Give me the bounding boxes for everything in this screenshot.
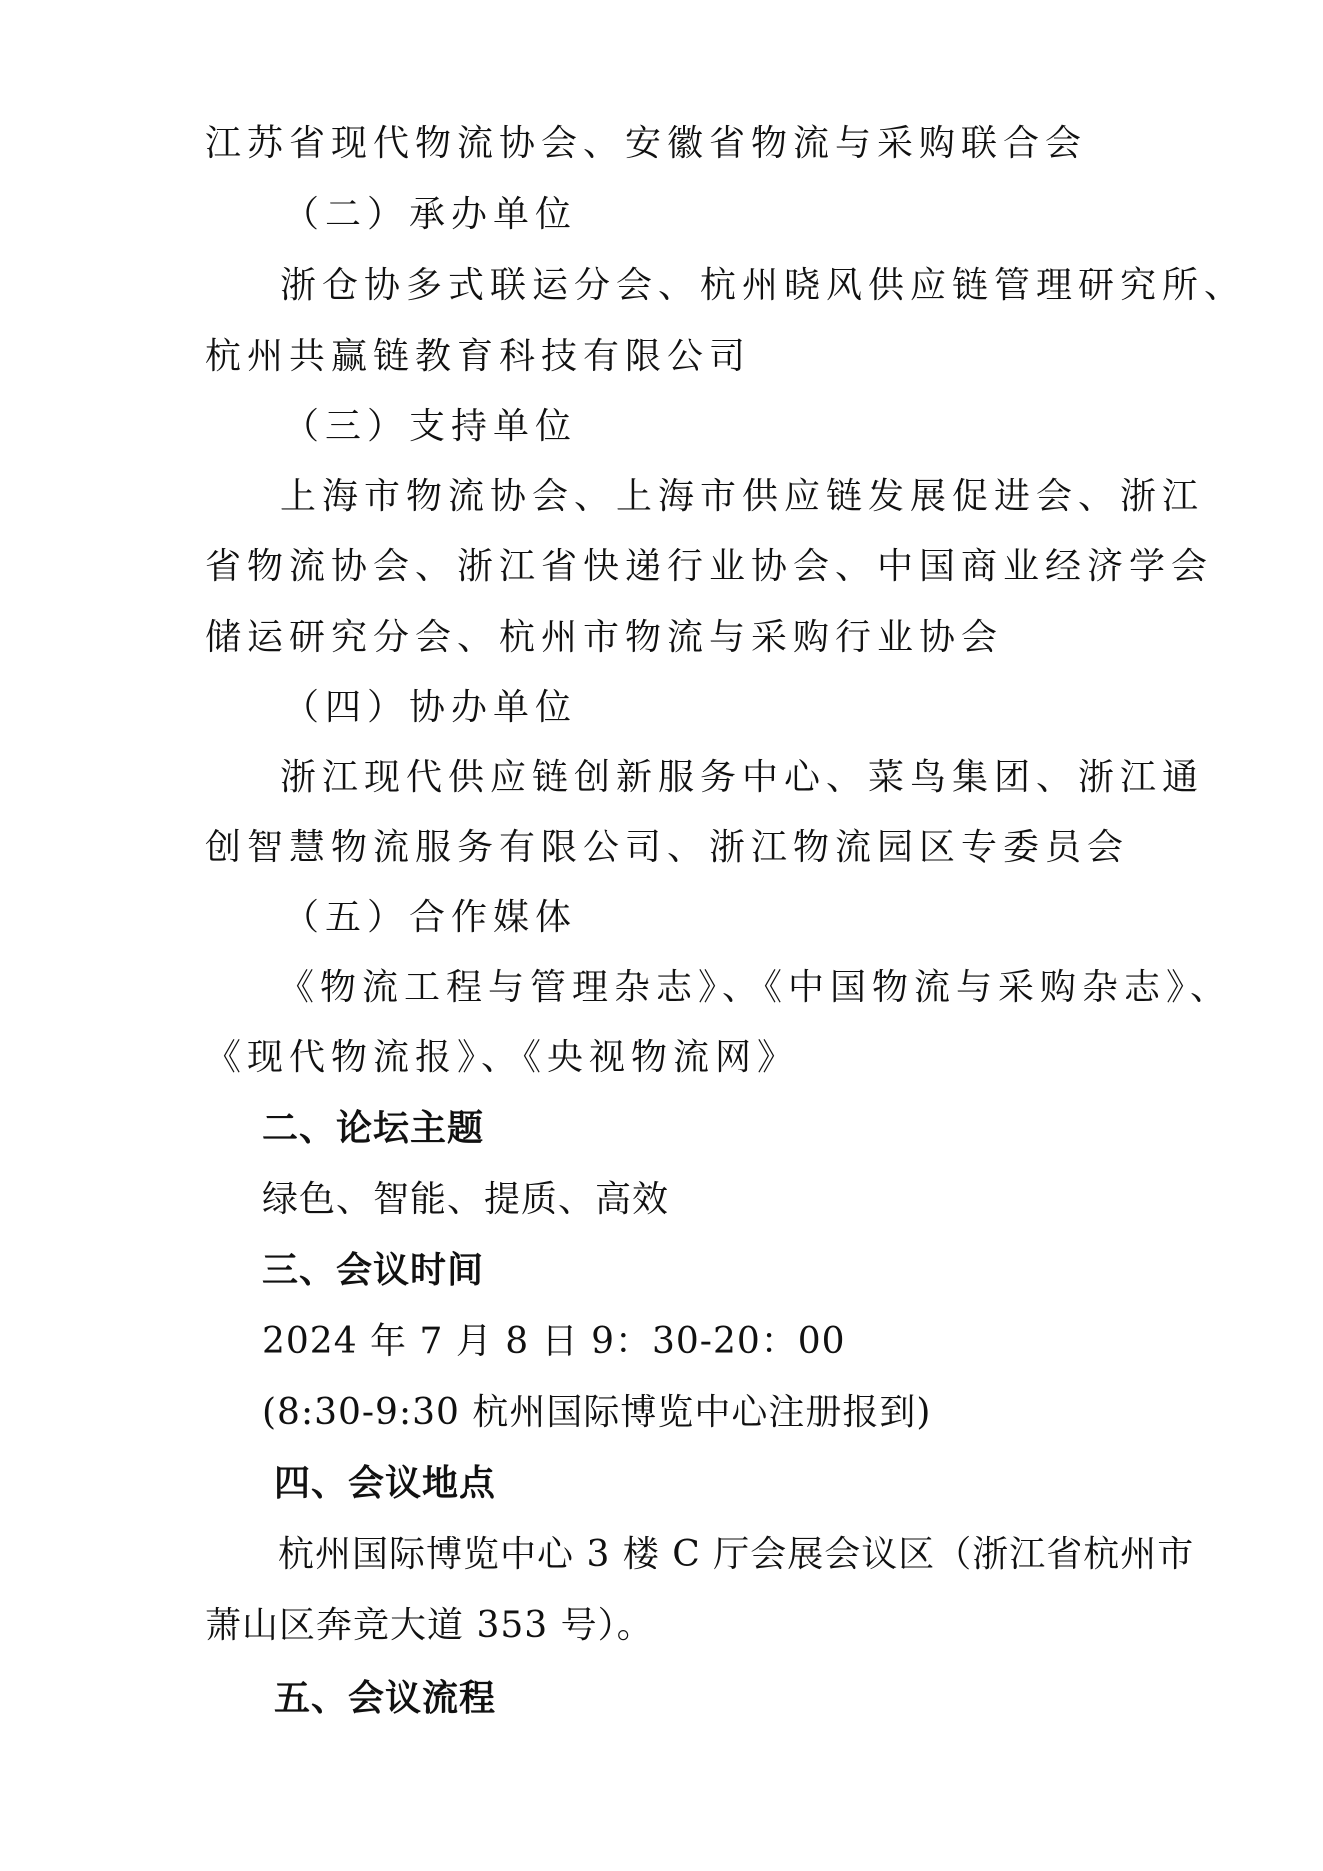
- section-heading-forum-theme: 二、论坛主题: [262, 1108, 485, 1149]
- support-units-line-3: 储运研究分会、杭州市物流与采购行业协会: [205, 617, 1004, 658]
- host-units-line-1: 浙仓协多式联运分会、杭州晓风供应链管理研究所、: [280, 265, 1247, 306]
- support-units-line-1: 上海市物流协会、上海市供应链发展促进会、浙江: [280, 476, 1205, 517]
- host-units-line-2: 杭州共赢链教育科技有限公司: [205, 336, 752, 377]
- forum-theme-text: 绿色、智能、提质、高效: [262, 1179, 670, 1220]
- venue-address-line-1: 杭州国际博览中心 3 楼 C 厅会展会议区（浙江省杭州市: [278, 1534, 1195, 1575]
- section-heading-venue: 四、会议地点: [274, 1463, 497, 1504]
- section-heading-agenda: 五、会议流程: [274, 1678, 497, 1719]
- venue-address-line-2: 萧山区奔竞大道 353 号）。: [205, 1605, 654, 1646]
- organizer-line-continued: 江苏省现代物流协会、安徽省物流与采购联合会: [205, 123, 1088, 164]
- section-heading-meeting-time: 三、会议时间: [262, 1250, 485, 1291]
- support-units-line-2: 省物流协会、浙江省快递行业协会、中国商业经济学会: [205, 546, 1214, 587]
- subheading-co-organizers: （四）协办单位: [283, 687, 578, 728]
- subheading-host-units: （二）承办单位: [283, 194, 578, 235]
- co-organizers-line-2: 创智慧物流服务有限公司、浙江物流园区专委员会: [205, 827, 1130, 868]
- subheading-support-units: （三）支持单位: [283, 406, 578, 447]
- media-partners-line-1: 《物流工程与管理杂志》、《中国物流与采购杂志》、: [278, 967, 1233, 1008]
- subheading-media-partners: （五）合作媒体: [283, 897, 578, 938]
- registration-note: (8:30-9:30 杭州国际博览中心注册报到): [262, 1392, 932, 1433]
- meeting-time-text: 2024 年 7 月 8 日 9：30-20：00: [262, 1321, 846, 1362]
- co-organizers-line-1: 浙江现代供应链创新服务中心、菜鸟集团、浙江通: [280, 757, 1205, 798]
- media-partners-line-2: 《现代物流报》、《央视物流网》: [205, 1037, 800, 1078]
